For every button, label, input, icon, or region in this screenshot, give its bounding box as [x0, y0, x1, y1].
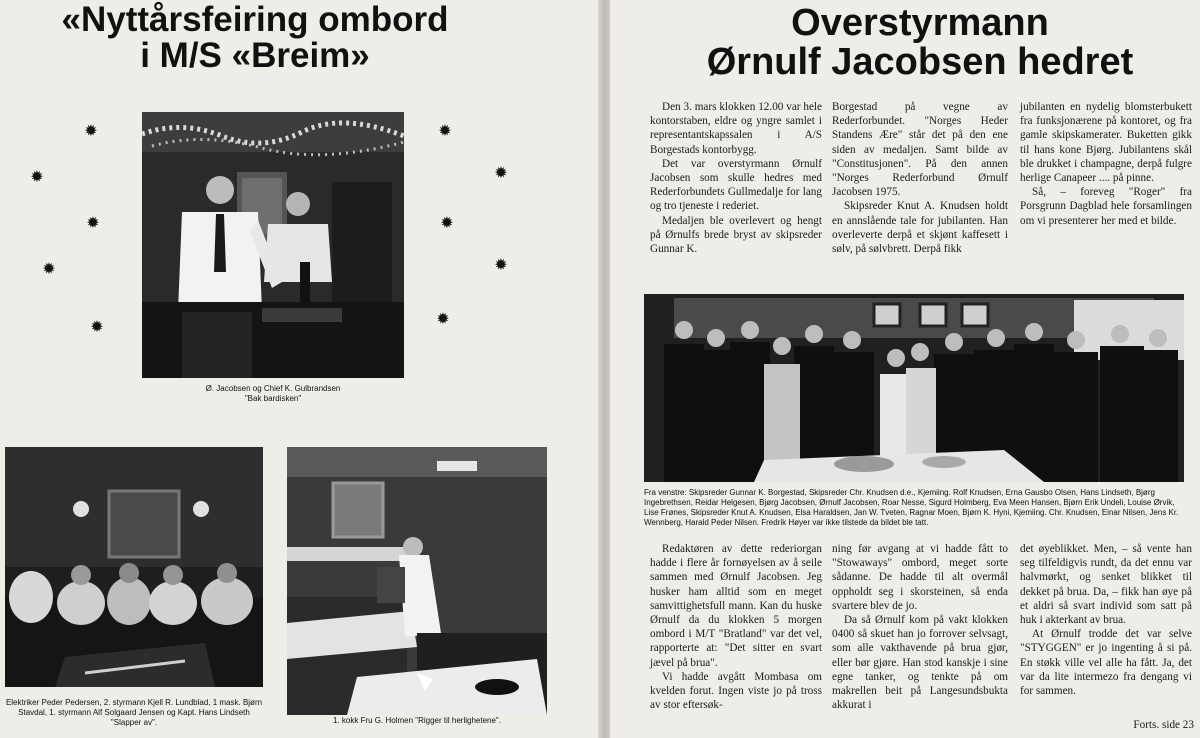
article-column-1 [650, 100, 822, 256]
story-column-2 [832, 542, 1008, 712]
star-icon: ✹ [86, 213, 100, 232]
star-icon: ✹ [84, 121, 98, 140]
paragraph: Skipsreder Knut A. Knudsen holdt en annslående tale for jubilanten. Han overleverte derpå et skjønt kaffesett i sølv, på sølvbrett. Derpå fikk [832, 200, 1008, 256]
photo-crew-relaxing [5, 447, 263, 687]
paragraph: det øyeblikket. Men, – så vente han seg tilfeldigvis rundt, da det ennu var halvmørkt, og senket blikket til dekket på brua. Da, – fikk han øye på et aldri så svart individ som satt på huk i akterkant av brua. [1020, 543, 1192, 627]
paragraph: Borgestad på vegne av Rederforbundet. "Norges Heder Standens Ære" står det på den ene siden av medaljen. Samt bilde av "Constitusjonen". På den annen "Norges Rederforbund Ørnulf Jacobsen 1975. [832, 101, 1008, 199]
caption-line: "Bak bardisken" [244, 394, 302, 403]
paragraph: At Ørnulf trodde det var selve "STYGGEN" er jo ingenting å si på. En støkk ville vel alle ha fått. Ja, det var da lite intermezo fra dengang vi for sammen. [1020, 628, 1192, 698]
photo-bar-scene [142, 112, 404, 378]
star-icon: ✹ [438, 121, 452, 140]
story-column-3 [1020, 542, 1192, 698]
caption-line: Ø. Jacobsen og Chief K. Gulbrandsen [205, 384, 341, 393]
paragraph: Medaljen ble overlevert og hengt på Ørnulfs brede bryst av skipsreder Gunnar K. [650, 214, 822, 256]
star-icon: ✹ [494, 255, 508, 274]
left-headline-line1: «Nyttårsfeiring ombord [61, 0, 449, 39]
paragraph: Så, – foreveg "Roger" fra Porsgrunn Dagblad hele forsamlingen om vi presenterer her med et bilde. [1020, 186, 1192, 227]
group-photo-caption: Fra venstre: Skipsreder Gunnar K. Borgestad, Skipsreder Chr. Knudsen d.e., Kjemiing. Rolf Knudsen, Erna Gausbo Olsen, Hans Lindseth, Bjørg Ingebrethsen, Reidar Helgesen, Bjørg Jacobsen, Ørnulf Jacobsen, Roar Nesse, Sigurd Holmberg, Eva Meen Hansen, Bjørn Erik Undeli, Louise Ørvik, Lise Frønes, Skipsreder Knut A. Knudsen, Elsa Haraldsen, Jan W. Tveten, Ragnar Moen, Bjørn K. Hyni, Kjemiing. Chr. Knudsen, Einar Nilsen, Jens Kr. Wennberg, Harald Peder Nilsen. Fredrik Høyer var ikke tilstede da bildet ble tatt. [644, 488, 1179, 527]
paragraph: ning før avgang at vi hadde fått to "Stowaways" ombord, meget sorte sådanne. De hadde til alt overmål oppholdt seg i skorsteinen, så enda svartere blev de jo. [832, 543, 1008, 612]
right-headline [670, 4, 1170, 82]
star-icon: ✹ [494, 163, 508, 182]
paragraph: Den 3. mars klokken 12.00 var hele kontorstaben, eldre og yngre samlet i representantskapssalen i A/S Borgestads kontorbygg. [650, 101, 822, 156]
star-icon: ✹ [30, 167, 44, 186]
right-headline-line1: Overstyrmann [791, 2, 1049, 44]
paragraph: Redaktøren av dette rederiorgan hadde i flere år fornøyelsen av å seile sammen med Ørnulf Jacobsen. Jeg husker ham alltid som en meget samvittighetsfull mann. Kan du huske Ørnulf da du klokken 5 morgen ombord i M/T "Bratland" var det vel, rapporterte at: "Det sitter en svart jævel på brua". [650, 543, 822, 669]
paragraph: jubilanten en nydelig blomsterbukett fra funksjonærene på kontoret, og fra gamle skipskamerater. Buketten gikk til hans kone Bjørg. Jubilantens skål ble drukket i champagne, derpå fulgre herlige Canapeer .... på pinne. [1020, 101, 1192, 185]
right-page [610, 0, 1200, 738]
continued-note: Forts. side 23 [1133, 719, 1194, 731]
left-headline [20, 2, 490, 73]
right-headline-line2: Ørnulf Jacobsen hedret [706, 40, 1134, 83]
photo-cook-caption: 1. kokk Fru G. Holmen "Rigger til herlighetene". [333, 716, 501, 725]
paragraph: Da så Ørnulf kom på vakt klokken 0400 så skuet han jo forrover selvsagt, som alle vakthavende på brua gjør, eller bør gjøre. Han stod kanskje i sine egne tanker, og tenkte på om makrellen beit på Langesundsbukta akkurat i [832, 614, 1008, 712]
paragraph: Vi hadde avgått Mombasa om kvelden forut. Ingen viste jo på tross av stor eftersøk- [650, 670, 822, 712]
article-column-3 [1020, 100, 1192, 228]
article-column-2 [832, 100, 1008, 256]
photo-cook-buffet [287, 447, 547, 715]
photo-group-ceremony [644, 294, 1184, 482]
left-headline-line2: i M/S «Breim» [140, 35, 370, 75]
star-icon: ✹ [440, 213, 454, 232]
photo-crew-caption: Elektriker Peder Pedersen, 2. styrmann Kjell R. Lundblad, 1 mask. Bjørn Stavdal, 1. styrmann Alf Solgaard Jensen og Kapt. Hans Lindseth "Slapper av". [5, 698, 263, 727]
star-icon: ✹ [42, 259, 56, 278]
story-column-1 [650, 542, 822, 712]
star-icon: ✹ [436, 309, 450, 328]
photo-bar-caption [142, 384, 404, 404]
paragraph: Det var overstyrmann Ørnulf Jacobsen som skulle hedres med Rederforbundets Gullmedalje for lang og tro tjeneste i rederiet. [650, 157, 822, 213]
star-icon: ✹ [90, 317, 104, 336]
